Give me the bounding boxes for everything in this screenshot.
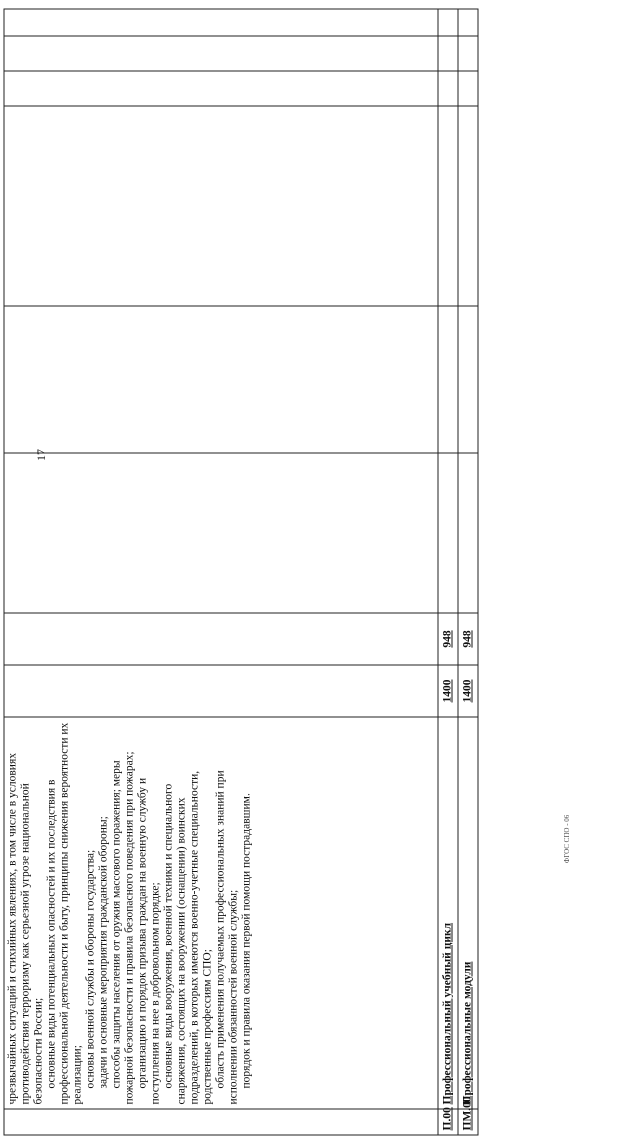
content-line: чрезвычайных ситуаций и стихийных явлениях, в том числе в условиях противодействия терроризму как серьезной угрозе национальной безопасности России; [6,753,45,1105]
empty-cell [4,453,438,613]
obligatory-load-cell [4,613,438,665]
table-row [4,9,438,1135]
empty-cell [458,453,478,613]
page-number: 17 [34,449,48,461]
code-cell: ПМ.00 [458,1109,478,1135]
empty-cell [458,106,478,306]
content-line: основные виды потенциальных опасностей и их последствия в профессиональной деятельности и быту, принципы снижения вероятности их реализации; [45,722,84,1105]
empty-cell [438,36,458,71]
empty-cell [438,71,458,106]
obligatory-load-cell: 948 [438,613,458,665]
max-load-cell [4,665,438,717]
empty-cell [4,306,438,453]
document-stamp: ФГОС СПО - 06 [563,814,571,864]
curriculum-table [4,9,479,1136]
cycle-name-cell: Профессиональный учебный цикл [438,717,458,1109]
empty-cell [438,9,458,36]
empty-cell [458,306,478,453]
content-line: организацию и порядок призыва граждан на военную службу и поступления на нее в добровольном порядке; [136,777,162,1105]
table-row [458,9,478,1135]
table-row [438,9,458,1135]
empty-cell [438,453,458,613]
empty-cell [438,306,458,453]
empty-cell [458,71,478,106]
curriculum-table-page [4,10,479,1136]
empty-cell [438,106,458,306]
content-line: основные виды вооружения, военной техники и специального снаряжения, состоящих на вооружении (оснащении) воинских подразделений, в которых имеются военно-учетные специальности, родственные профессиям СПО; [162,770,214,1105]
content-line: задачи и основные мероприятия гражданской обороны; [97,816,110,1089]
module-name-cell: Профессиональные модули [458,717,478,1109]
empty-cell [4,36,438,71]
max-load-cell: 1400 [438,665,458,717]
empty-cell [4,9,438,36]
content-line: область применения получаемых профессиональных знаний при исполнении обязанностей военной службы; [214,770,240,1105]
max-load-cell: 1400 [458,665,478,717]
empty-cell [4,71,438,106]
content-line: порядок и правила оказания первой помощи пострадавшим. [240,793,253,1089]
code-cell: П.00 [438,1109,458,1135]
empty-cell [458,9,478,36]
competency-content-cell [4,717,438,1109]
content-line: способы защиты населения от оружия массового поражения; меры пожарной безопасности и правила безопасного поведения при пожарах; [110,751,136,1105]
obligatory-load-cell: 948 [458,613,478,665]
empty-cell [458,36,478,71]
empty-cell [4,106,438,306]
content-line: основы военной службы и обороны государства; [84,849,97,1089]
code-cell [4,1109,438,1135]
